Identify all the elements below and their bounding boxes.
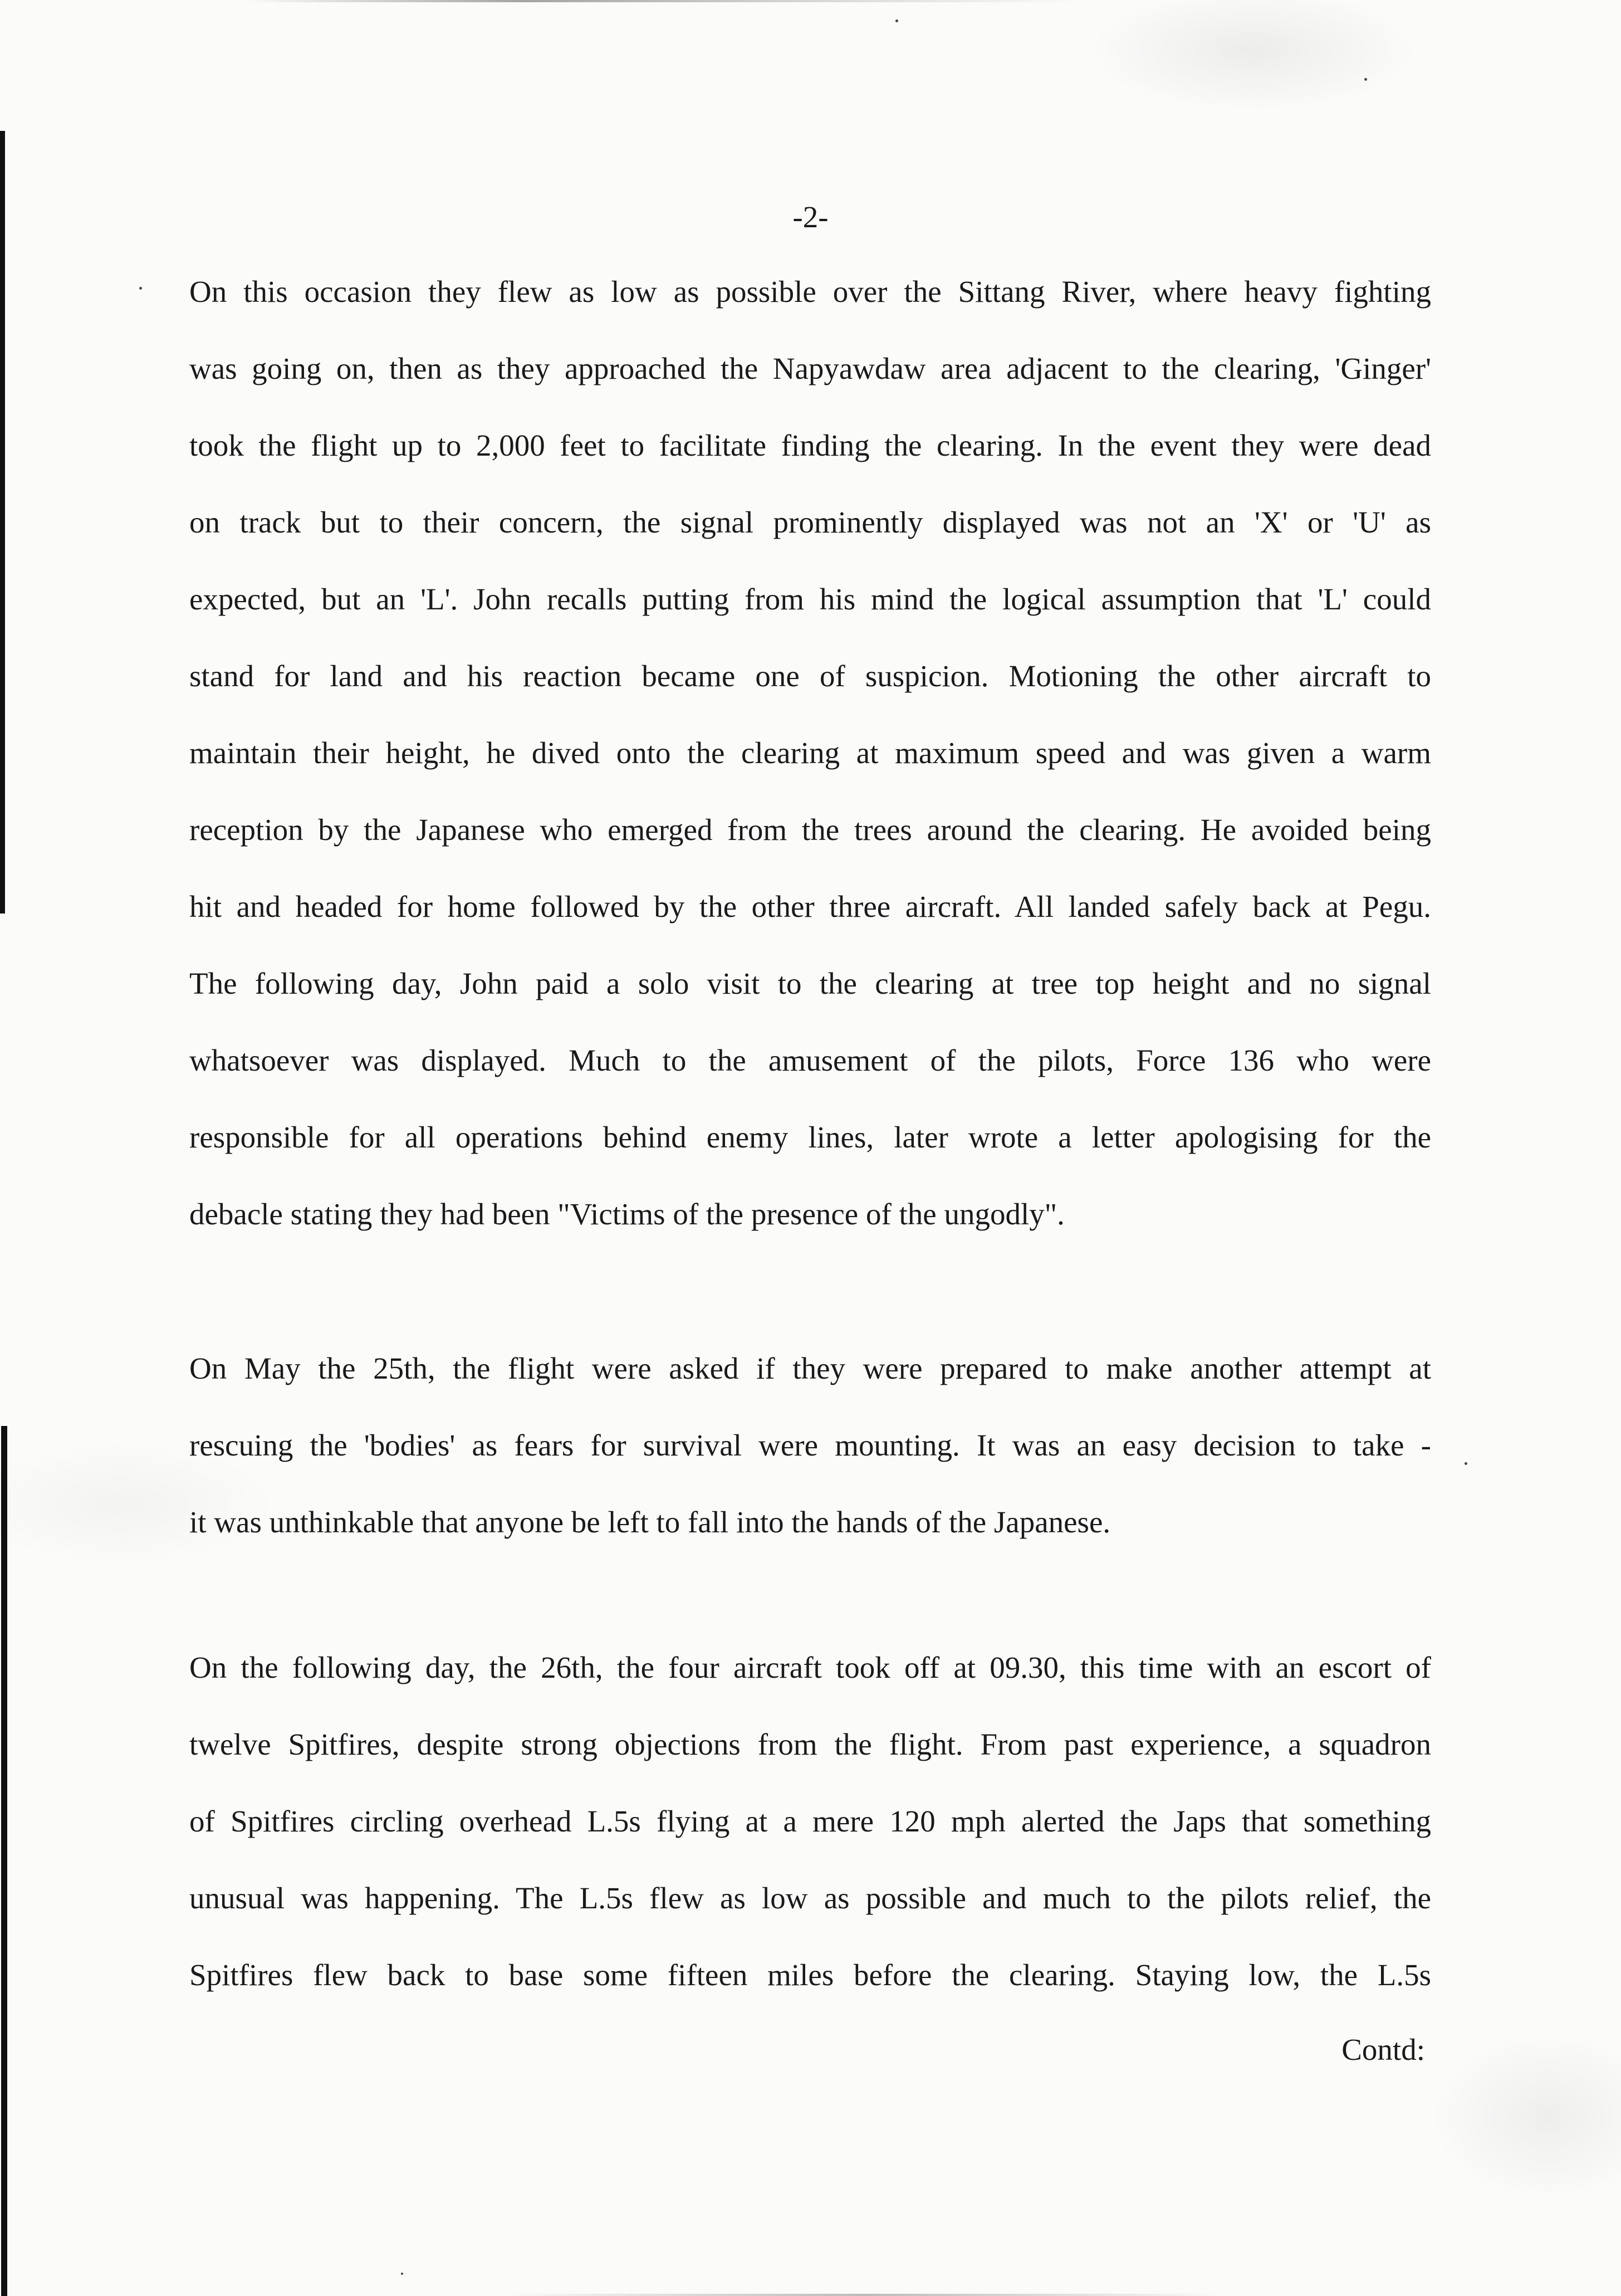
paragraph-1: [189, 253, 1431, 1253]
text-line: On this occasion they flew as low as possible over the Sittang River, where heavy fighting: [189, 275, 1431, 309]
text-line: stand for land and his reaction became one of suspicion. Motioning the other aircraft to: [189, 659, 1431, 693]
text-line: of Spitfires circling overhead L.5s flying at a mere 120 mph alerted the Japs that something: [189, 1804, 1431, 1838]
text-line: The following day, John paid a solo visit to the clearing at tree top height and no signal: [189, 966, 1431, 1000]
text-line: was going on, then as they approached the Napyawdaw area adjacent to the clearing, 'Ginger': [189, 351, 1431, 385]
text-line: unusual was happening. The L.5s flew as low as possible and much to the pilots relief, the: [189, 1881, 1431, 1915]
scan-speck: [401, 2273, 403, 2275]
page-number: -2-: [792, 200, 829, 234]
scan-left-edge-line-upper: [0, 131, 5, 913]
text-line: expected, but an 'L'. John recalls putting from his mind the logical assumption that 'L' could: [189, 582, 1431, 616]
scan-speck: [1364, 78, 1367, 81]
text-line: On May the 25th, the flight were asked if they were prepared to make another attempt at: [189, 1351, 1431, 1385]
text-line: on track but to their concern, the signal prominently displayed was not an 'X' or 'U' as: [189, 505, 1431, 539]
paragraph-2: [189, 1330, 1431, 1561]
scan-speck: [139, 287, 142, 290]
text-line: Spitfires flew back to base some fifteen miles before the clearing. Staying low, the L.5s: [189, 1958, 1431, 1992]
text-line: reception by the Japanese who emerged from the trees around the clearing. He avoided being: [189, 813, 1431, 847]
scan-speck: [1465, 1462, 1467, 1465]
text-line: responsible for all operations behind enemy lines, later wrote a letter apologising for the: [189, 1120, 1431, 1154]
text-line: rescuing the 'bodies' as fears for survival were mounting. It was an easy decision to take -: [189, 1428, 1431, 1462]
continuation-note: Contd:: [1341, 2033, 1425, 2067]
text-line: maintain their height, he dived onto the clearing at maximum speed and was given a warm: [189, 736, 1431, 770]
scan-top-edge-shadow: [245, 0, 1080, 2]
text-line: twelve Spitfires, despite strong objections from the flight. From past experience, a squadron: [189, 1727, 1431, 1761]
text-line: On the following day, the 26th, the four aircraft took off at 09.30, this time with an escort of: [189, 1650, 1431, 1684]
text-line: it was unthinkable that anyone be left to fall into the hands of the Japanese.: [189, 1505, 1111, 1539]
text-line: took the flight up to 2,000 feet to facilitate finding the clearing. In the event they were dead: [189, 428, 1431, 462]
scan-bottom-edge-shadow: [501, 2294, 1225, 2296]
text-line: debacle stating they had been "Victims of the presence of the ungodly".: [189, 1197, 1065, 1231]
paragraph-3: [189, 1629, 1431, 2014]
scan-speck: [895, 19, 898, 22]
text-line: hit and headed for home followed by the other three aircraft. All landed safely back at Pegu.: [189, 890, 1431, 924]
scan-left-edge-line-lower: [1, 1426, 7, 2296]
text-line: whatsoever was displayed. Much to the amusement of the pilots, Force 136 who were: [189, 1043, 1431, 1077]
